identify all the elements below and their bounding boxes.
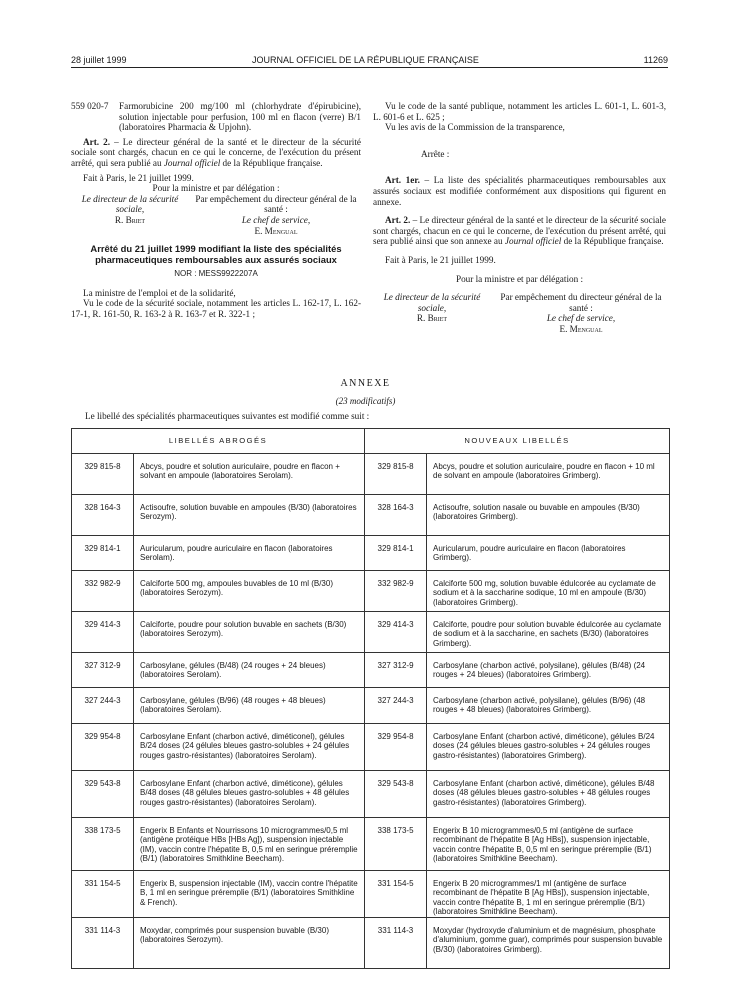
table-header (72, 429, 670, 454)
signature-block: Le directeur de la sécurité sociale, R. Briet Par empêchement du directeur général de la santé : Le chef de service, E. Mengual (383, 292, 662, 334)
journal-title: JOURNAL OFFICIEL DE LA RÉPUBLIQUE FRANÇAISE (252, 55, 479, 65)
cell-old-text: Carbosylane Enfant (charbon activé, diméticonel), gélules B/24 doses (24 gélules bleues gastro-solubles + 24 gélules rouges gastro-résistantes) (laboratoires Serolam). (134, 724, 365, 771)
right-column (373, 101, 666, 335)
cell-old-code: 338 173-5 (72, 818, 134, 871)
table-row (72, 771, 670, 818)
cell-old-text: Abcys, poudre et solution auriculaire, poudre en flacon + solvant en ampoule (laboratoires Serolam). (134, 454, 365, 495)
cell-old-code: 331 114-3 (72, 918, 134, 969)
cell-new-text: Calciforte 500 mg, solution buvable édulcorée au cyclamate de sodium et à la saccharine sodique, 10 ml en ampoule (B/30) (laboratoires Grimberg). (427, 571, 670, 612)
entry-text: Farmorubicine 200 mg/100 ml (chlorhydrate d'épirubicine), solution injectable pour perfusion, 100 ml en flacon (verre) B/1 (laboratoires Pharmacia & Upjohn). (119, 101, 361, 133)
header-rule (71, 67, 668, 68)
delegation-line: Pour la ministre et par délégation : (455, 273, 584, 284)
cell-new-code: 332 982-9 (365, 571, 427, 612)
article-2: Art. 2. – Le directeur général de la santé et le directeur de la sécurité sociale sont chargés, chacun en ce qui le concerne, de l'exécution du présent arrêté, qui sera publié au Journal officiel de la République française. (71, 136, 361, 168)
annex-intro: Le libellé des spécialités pharmaceutiques suivantes est modifié comme suit : (85, 411, 370, 421)
article-label: Art. 2. (385, 215, 411, 226)
article-label: Art. 1er. (385, 175, 420, 186)
cell-old-text: Carbosylane Enfant (charbon activé, diméticone), gélules B/48 doses (48 gélules bleues gastro-solubles + 48 gélules rouges gastro-résistantes) (laboratoires Serolam). (134, 771, 365, 818)
cell-old-text: Moxydar, comprimés pour suspension buvable (B/30) (laboratoires Serozym). (134, 918, 365, 969)
article-1: Art. 1er. – La liste des spécialités pharmaceutiques remboursables aux assurés sociaux est modifiée conformément aux dispositions qui figurent en annexe. (373, 175, 666, 207)
table-row (72, 495, 670, 536)
cell-old-code: 329 815-8 (72, 454, 134, 495)
column-header-new: NOUVEAUX LIBELLÉS (365, 429, 670, 454)
cell-new-text: Engerix B 20 microgrammes/1 ml (antigène de surface recombinant de l'hépatite B [Ag HBs]), suspension injectable, vaccin contre l'hépatite B, 1 ml en seringue préremplie (B/1) (laboratoires Smithkline Beecham). (427, 871, 670, 918)
annex-title: ANNEXE (340, 378, 391, 389)
signature-place-date: Fait à Paris, le 21 juillet 1999. (385, 254, 496, 265)
cell-old-text: Auricularum, poudre auriculaire en flacon (laboratoires Serolam). (134, 536, 365, 571)
cell-new-code: 331 114-3 (365, 918, 427, 969)
cell-old-code: 329 543-8 (72, 771, 134, 818)
cell-new-code: 329 815-8 (365, 454, 427, 495)
visa-3: Vu les avis de la Commission de la transparence, (385, 122, 565, 133)
cell-old-text: Carbosylane, gélules (B/96) (48 rouges + 48 bleues) (laboratoires Serolam). (134, 688, 365, 724)
cell-new-code: 331 154-5 (365, 871, 427, 918)
cell-old-text: Engerix B, suspension injectable (IM), vaccin contre l'hépatite B, 1 ml en seringue préremplie (B/1) (laboratoires Smithkline & French). (134, 871, 365, 918)
table-body (72, 454, 670, 969)
page-date: 28 juillet 1999 (71, 55, 127, 65)
cell-new-text: Moxydar (hydroxyde d'aluminium et de magnésium, phosphate d'aluminium, gomme guar), comprimés pour suspension buvable (B/30) (laboratoires Grimberg). (427, 918, 670, 969)
cell-new-code: 328 164-3 (365, 495, 427, 536)
cip-code: 559 020-7 (71, 101, 109, 111)
arrete-title: Arrêté du 21 juillet 1999 modifiant la liste des spécialités pharmaceutiques remboursables aux assurés sociaux (90, 243, 342, 265)
article-2: Art. 2. – Le directeur général de la santé et le directeur de la sécurité sociale sont chargés, chacun en ce qui le concerne, de l'exécution du présent arrêté, qui sera publié ainsi que son annexe au Journal officiel de la République française. (373, 215, 666, 247)
cell-new-code: 327 312-9 (365, 653, 427, 688)
cell-old-text: Calciforte 500 mg, ampoules buvables de 10 ml (B/30) (laboratoires Serozym). (134, 571, 365, 612)
cell-old-code: 332 982-9 (72, 571, 134, 612)
visa-2: Vu le code de la santé publique, notamment les articles L. 601-1, L. 601-3, L. 601-6 et L. 625 ; (373, 101, 666, 122)
table-row (72, 536, 670, 571)
cell-new-code: 327 244-3 (365, 688, 427, 724)
cell-old-code: 329 954-8 (72, 724, 134, 771)
page-number: 11269 (643, 55, 668, 65)
visa-1: Vu le code de la sécurité sociale, notamment les articles L. 162-17, L. 162-17-1, R. 161-50, R. 163-2 à R. 163-7 et R. 322-1 ; (71, 298, 361, 319)
list-item (71, 101, 361, 133)
table-row (72, 871, 670, 918)
cell-new-text: Actisoufre, solution nasale ou buvable en ampoules (B/30) (laboratoires Grimberg). (427, 495, 670, 536)
cell-old-code: 329 414-3 (72, 612, 134, 653)
column-header-old: LIBELLÉS ABROGÉS (72, 429, 365, 454)
signature-block: Le directeur de la sécurité sociale, R. Briet Par empêchement du directeur général de la santé : Le chef de service, E. Mengual (81, 193, 357, 236)
cell-new-code: 329 814-1 (365, 536, 427, 571)
cell-new-text: Carbosylane Enfant (charbon activé, diméticone), gélules B/48 doses (48 gélules bleues gastro-solubles + 48 gélules rouges gastro-résistantes) (laboratoires Grimberg). (427, 771, 670, 818)
cell-new-text: Carbosylane Enfant (charbon activé, diméticone), gélules B/24 doses (24 gélules bleues gastro-solubles + 24 gélules rouges gastro-résistantes) (laboratoires Grimberg). (427, 724, 670, 771)
cell-new-code: 329 414-3 (365, 612, 427, 653)
annex-subtitle: (23 modificatifs) (335, 396, 396, 406)
cell-old-code: 329 814-1 (72, 536, 134, 571)
table-row (72, 818, 670, 871)
table-row (72, 688, 670, 724)
cell-new-text: Abcys, poudre et solution auriculaire, poudre en flacon + 10 ml de solvant en ampoule (laboratoires Grimberg). (427, 454, 670, 495)
table-row (72, 653, 670, 688)
table-row (72, 724, 670, 771)
cell-old-text: Carbosylane, gélules (B/48) (24 rouges + 24 bleues) (laboratoires Serolam). (134, 653, 365, 688)
left-column (71, 101, 361, 320)
cell-old-code: 331 154-5 (72, 871, 134, 918)
cell-old-code: 327 244-3 (72, 688, 134, 724)
table-row (72, 571, 670, 612)
arrete-word: Arrête : (421, 148, 450, 159)
cell-old-text: Actisoufre, solution buvable en ampoules (B/30) (laboratoires Serozym). (134, 495, 365, 536)
cell-new-code: 338 173-5 (365, 818, 427, 871)
article-label: Art. 2. (83, 136, 111, 147)
nor-reference: NOR : MESS9922207A (174, 269, 258, 279)
table-row (72, 918, 670, 969)
cell-new-text: Carbosylane (charbon activé, polysilane), gélules (B/96) (48 rouges + 48 bleues) (laboratoires Grimberg). (427, 688, 670, 724)
cell-new-text: Carbosylane (charbon activé, polysilane), gélules (B/48) (24 rouges + 24 bleues) (laboratoires Grimberg). (427, 653, 670, 688)
cell-old-code: 328 164-3 (72, 495, 134, 536)
cell-old-text: Calciforte, poudre pour solution buvable en sachets (B/30) (laboratoires Serozym). (134, 612, 365, 653)
minister-line: La ministre de l'emploi et de la solidarité, (83, 287, 236, 298)
cell-new-text: Calciforte, poudre pour solution buvable édulcorée au cyclamate de sodium et à la saccharine, en sachets (B/30) (laboratoires Grimberg). (427, 612, 670, 653)
cell-new-text: Engerix B 10 microgrammes/0,5 ml (antigène de surface recombinant de l'hépatite B [Ag HBs]), suspension injectable, vaccin contre l'hépatite B, 0,5 ml en seringue préremplie (B/1) (laboratoires Smithkline Beecham). (427, 818, 670, 871)
annex-table (71, 428, 670, 969)
cell-old-text: Engerix B Enfants et Nourrissons 10 microgrammes/0,5 ml (antigène protéique HBs [HBs Ag]), suspension injectable (IM), vaccin contre l'hépatite B, 0,5 ml en seringue préremplie (B/1) (laboratoires Smithkline Beecham). (134, 818, 365, 871)
table-row (72, 612, 670, 653)
cell-new-text: Auricularum, poudre auriculaire en flacon (laboratoires Grimberg). (427, 536, 670, 571)
cell-new-code: 329 543-8 (365, 771, 427, 818)
signature-place-date: Fait à Paris, le 21 juillet 1999. (83, 172, 194, 183)
delegation-line: Pour la ministre et par délégation : (152, 183, 280, 194)
cell-new-code: 329 954-8 (365, 724, 427, 771)
table-row (72, 454, 670, 495)
cell-old-code: 327 312-9 (72, 653, 134, 688)
